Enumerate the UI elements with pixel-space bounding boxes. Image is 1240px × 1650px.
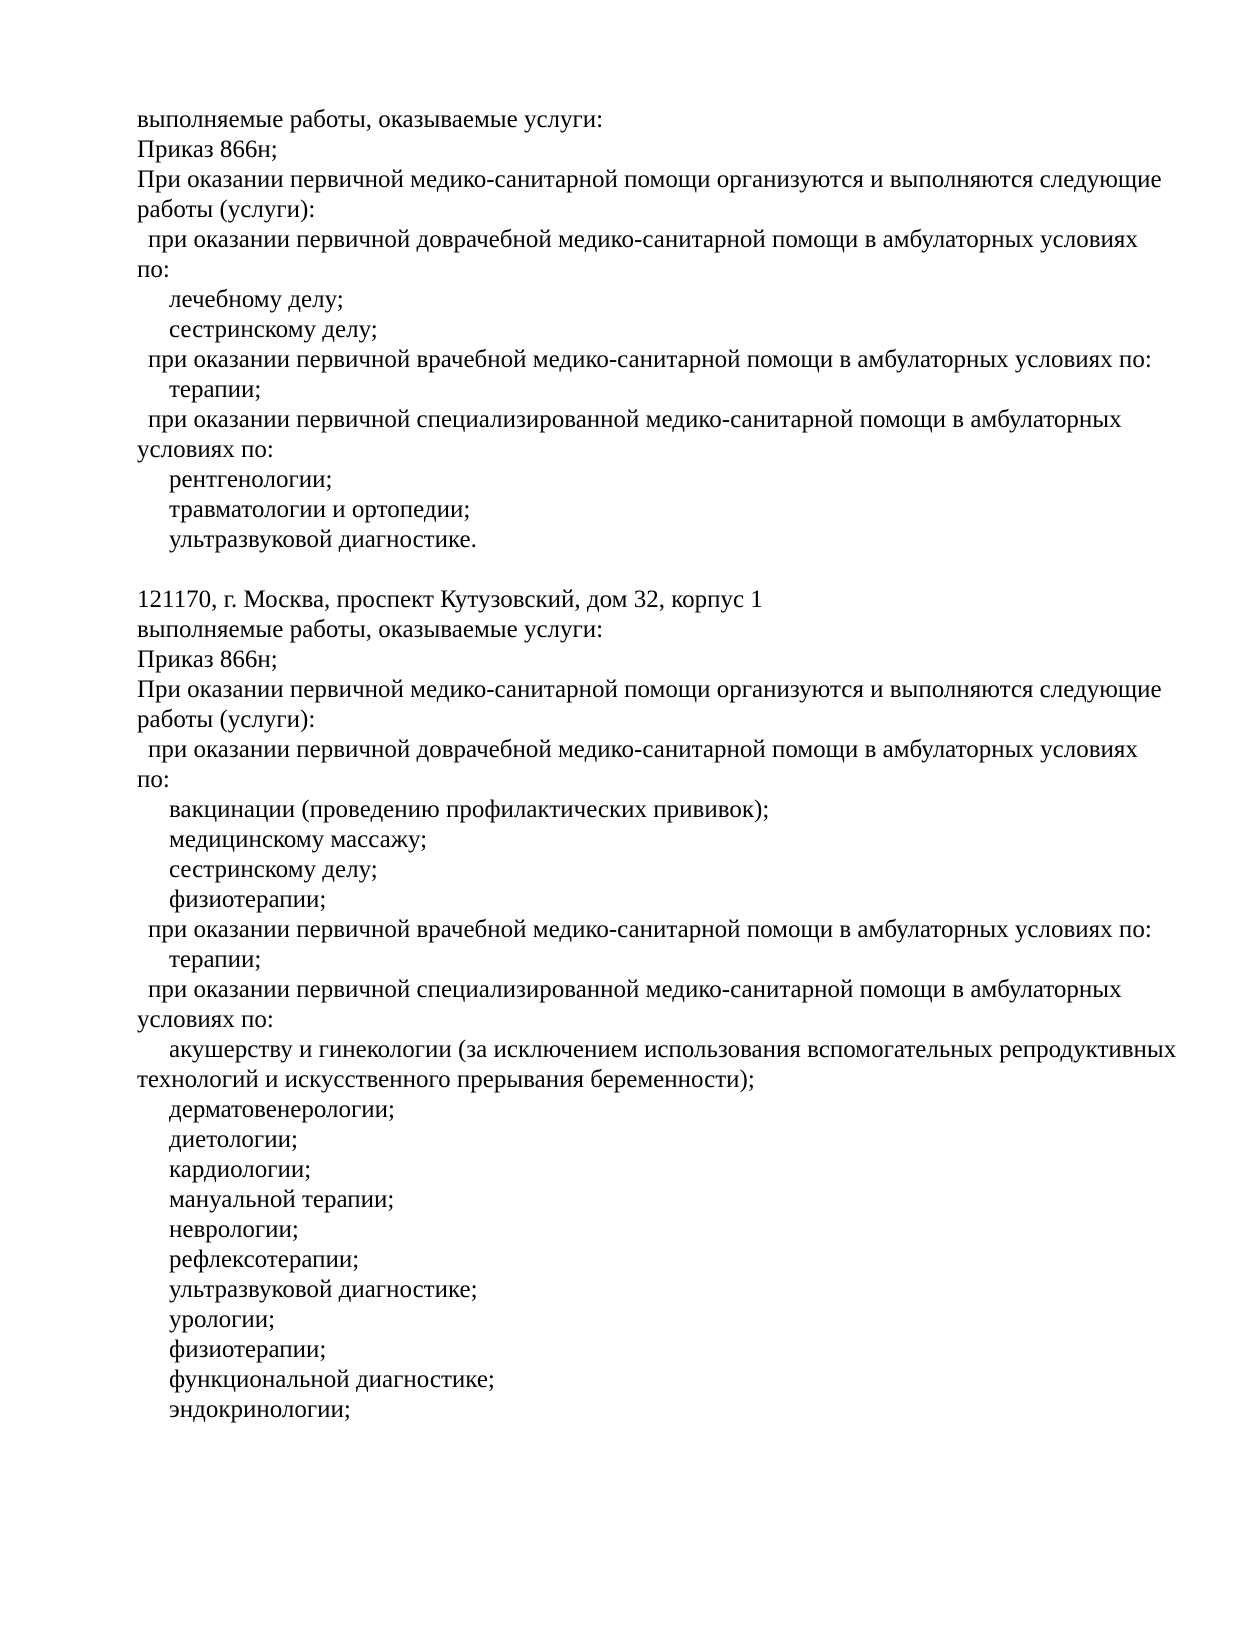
text-line: мануальной терапии; bbox=[169, 1186, 395, 1213]
text-line: 121170, г. Москва, проспект Кутузовский, дом 32, корпус 1 bbox=[137, 586, 763, 613]
text-line: при оказании первичной врачебной медико-санитарной помощи в амбулаторных условиях по: bbox=[148, 916, 1152, 943]
text-line: ультразвуковой диагностике. bbox=[169, 526, 477, 553]
text-line: эндокринологии; bbox=[169, 1396, 351, 1423]
text-line: кардиологии; bbox=[169, 1156, 312, 1183]
text-line: ультразвуковой диагностике; bbox=[169, 1276, 478, 1303]
section-2 bbox=[137, 585, 1190, 1425]
text-line: рентгенологии; bbox=[169, 466, 333, 493]
text-line: Приказ 866н; bbox=[137, 646, 278, 673]
text-line: терапии; bbox=[169, 946, 262, 973]
text-line: вакцинации (проведению профилактических прививок); bbox=[169, 796, 770, 823]
text-line: лечебному делу; bbox=[169, 286, 344, 313]
text-line: При оказании первичной медико-санитарной помощи организуются и выполняются следующие bbox=[137, 166, 1162, 193]
text-line: технологий и искусственного прерывания беременности); bbox=[137, 1066, 755, 1093]
text-line: неврологии; bbox=[169, 1216, 299, 1243]
text-line: сестринскому делу; bbox=[169, 316, 378, 343]
text-line: работы (услуги): bbox=[137, 196, 316, 223]
text-line: работы (услуги): bbox=[137, 706, 316, 733]
text-line: урологии; bbox=[169, 1306, 276, 1333]
text-line: Приказ 866н; bbox=[137, 136, 278, 163]
text-line: по: bbox=[137, 766, 170, 793]
text-line: При оказании первичной медико-санитарной помощи организуются и выполняются следующие bbox=[137, 676, 1162, 703]
text-line: медицинскому массажу; bbox=[169, 826, 428, 853]
text-line: при оказании первичной доврачебной медико-санитарной помощи в амбулаторных условиях bbox=[148, 226, 1138, 253]
text-line: при оказании первичной специализированной медико-санитарной помощи в амбулаторных bbox=[148, 406, 1122, 433]
text-line: акушерству и гинекологии (за исключением использования вспомогательных репродуктивных bbox=[169, 1036, 1177, 1063]
text-line: при оказании первичной специализированной медико-санитарной помощи в амбулаторных bbox=[148, 976, 1122, 1003]
text-line: условиях по: bbox=[137, 1006, 274, 1033]
text-line: при оказании первичной врачебной медико-санитарной помощи в амбулаторных условиях по: bbox=[148, 346, 1152, 373]
text-line: физиотерапии; bbox=[169, 1336, 327, 1363]
text-line: сестринскому делу; bbox=[169, 856, 378, 883]
text-line: травматологии и ортопедии; bbox=[169, 496, 471, 523]
text-line: диетологии; bbox=[169, 1126, 298, 1153]
text-line: рефлексотерапии; bbox=[169, 1246, 360, 1273]
text-line: при оказании первичной доврачебной медико-санитарной помощи в амбулаторных условиях bbox=[148, 736, 1138, 763]
text-line: физиотерапии; bbox=[169, 886, 327, 913]
text-line: терапии; bbox=[169, 376, 262, 403]
section-1 bbox=[137, 105, 1190, 555]
text-line: функциональной диагностике; bbox=[169, 1366, 495, 1393]
text-line: дерматовенерологии; bbox=[169, 1096, 395, 1123]
text-line: выполняемые работы, оказываемые услуги: bbox=[137, 106, 604, 133]
text-line: по: bbox=[137, 256, 170, 283]
text-line: условиях по: bbox=[137, 436, 274, 463]
text-line: выполняемые работы, оказываемые услуги: bbox=[137, 616, 604, 643]
